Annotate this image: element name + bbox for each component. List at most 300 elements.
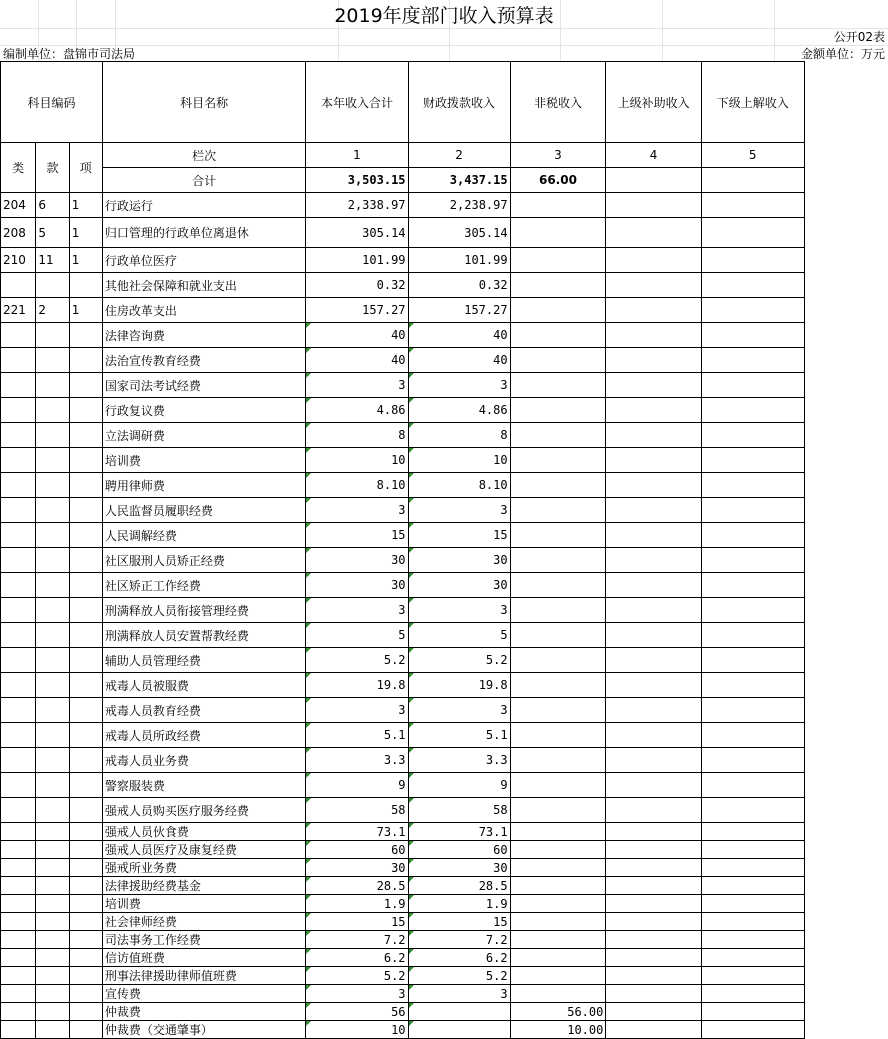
cell-total: 8 bbox=[306, 423, 408, 448]
cell-nontax bbox=[510, 398, 606, 423]
cell-kuan bbox=[36, 895, 69, 913]
table-row bbox=[1, 523, 888, 548]
cell-xiang bbox=[69, 473, 102, 498]
cell-fiscal: 2,238.97 bbox=[408, 193, 510, 218]
cell-fiscal: 40 bbox=[408, 348, 510, 373]
cell-lei bbox=[1, 373, 36, 398]
cell-total: 10 bbox=[306, 448, 408, 473]
cell-total: 15 bbox=[306, 913, 408, 931]
cell-xiang bbox=[69, 841, 102, 859]
cell-superior bbox=[606, 523, 701, 548]
cell-fiscal: 101.99 bbox=[408, 248, 510, 273]
cell-superior bbox=[606, 548, 701, 573]
cell-superior bbox=[606, 473, 701, 498]
cell-kuan bbox=[36, 1003, 69, 1021]
cell-superior bbox=[606, 273, 701, 298]
cell-total: 3 bbox=[306, 373, 408, 398]
cell-kuan: 5 bbox=[36, 218, 69, 248]
cell-fiscal: 8 bbox=[408, 423, 510, 448]
cell-total: 73.1 bbox=[306, 823, 408, 841]
table-row bbox=[1, 598, 888, 623]
cell-subordinate bbox=[701, 548, 804, 573]
cell-lei bbox=[1, 949, 36, 967]
cell-superior bbox=[606, 773, 701, 798]
cell-lei bbox=[1, 423, 36, 448]
table-row bbox=[1, 931, 888, 949]
cell-total: 60 bbox=[306, 841, 408, 859]
cell-nontax bbox=[510, 673, 606, 698]
cell-subordinate bbox=[701, 248, 804, 273]
cell-fiscal: 5 bbox=[408, 623, 510, 648]
cell-total: 0.32 bbox=[306, 273, 408, 298]
table-row bbox=[1, 623, 888, 648]
cell-name: 国家司法考试经费 bbox=[102, 373, 306, 398]
cell-name: 行政复议费 bbox=[102, 398, 306, 423]
cell-lei: 208 bbox=[1, 218, 36, 248]
table-row bbox=[1, 895, 888, 913]
table-row bbox=[1, 248, 888, 273]
cell-name: 社会律师经费 bbox=[102, 913, 306, 931]
table-row bbox=[1, 985, 888, 1003]
cell-nontax bbox=[510, 193, 606, 218]
cell-lei bbox=[1, 841, 36, 859]
cell-name: 人民监督员履职经费 bbox=[102, 498, 306, 523]
cell-fiscal: 1.9 bbox=[408, 895, 510, 913]
cell-fiscal: 10 bbox=[408, 448, 510, 473]
amount-unit-label: 金额单位：万元 bbox=[800, 47, 885, 61]
cell-total: 40 bbox=[306, 348, 408, 373]
cell-nontax: 56.00 bbox=[510, 1003, 606, 1021]
cell-superior bbox=[606, 698, 701, 723]
cell-lei bbox=[1, 573, 36, 598]
cell-superior bbox=[606, 323, 701, 348]
cell-name: 强戒人员医疗及康复经费 bbox=[102, 841, 306, 859]
cell-total: 6.2 bbox=[306, 949, 408, 967]
cell-total: 10 bbox=[306, 1021, 408, 1039]
cell-fiscal bbox=[408, 1003, 510, 1021]
cell-xiang bbox=[69, 498, 102, 523]
cell-nontax bbox=[510, 623, 606, 648]
cell-subordinate bbox=[701, 723, 804, 748]
cell-subordinate bbox=[701, 648, 804, 673]
cell-fiscal bbox=[408, 1021, 510, 1039]
sum-label: 合计 bbox=[102, 168, 306, 193]
cell-kuan bbox=[36, 859, 69, 877]
header-name: 科目名称 bbox=[102, 62, 306, 143]
cell-superior bbox=[606, 218, 701, 248]
cell-subordinate bbox=[701, 448, 804, 473]
cell-superior bbox=[606, 985, 701, 1003]
cell-subordinate bbox=[701, 498, 804, 523]
cell-kuan bbox=[36, 798, 69, 823]
cell-lei bbox=[1, 623, 36, 648]
cell-kuan bbox=[36, 673, 69, 698]
cell-name: 行政运行 bbox=[102, 193, 306, 218]
cell-name: 司法事务工作经费 bbox=[102, 931, 306, 949]
cell-subordinate bbox=[701, 798, 804, 823]
cell-lei bbox=[1, 398, 36, 423]
header-column-no: 栏次 bbox=[102, 143, 306, 168]
cell-xiang bbox=[69, 967, 102, 985]
cell-xiang bbox=[69, 913, 102, 931]
cell-lei bbox=[1, 498, 36, 523]
cell-fiscal: 3 bbox=[408, 498, 510, 523]
cell-superior bbox=[606, 298, 701, 323]
cell-lei bbox=[1, 598, 36, 623]
cell-kuan bbox=[36, 698, 69, 723]
cell-nontax bbox=[510, 698, 606, 723]
cell-superior bbox=[606, 823, 701, 841]
cell-lei bbox=[1, 773, 36, 798]
cell-subordinate bbox=[701, 423, 804, 448]
cell-subordinate bbox=[701, 859, 804, 877]
cell-total: 30 bbox=[306, 859, 408, 877]
cell-subordinate bbox=[701, 373, 804, 398]
cell-xiang bbox=[69, 985, 102, 1003]
cell-nontax bbox=[510, 949, 606, 967]
cell-superior bbox=[606, 895, 701, 913]
cell-nontax bbox=[510, 323, 606, 348]
cell-superior bbox=[606, 723, 701, 748]
header-superior: 上级补助收入 bbox=[606, 62, 701, 143]
cell-superior bbox=[606, 193, 701, 218]
cell-superior bbox=[606, 598, 701, 623]
cell-lei bbox=[1, 967, 36, 985]
table-row bbox=[1, 723, 888, 748]
cell-xiang bbox=[69, 949, 102, 967]
table-row bbox=[1, 877, 888, 895]
cell-nontax bbox=[510, 473, 606, 498]
cell-subordinate bbox=[701, 931, 804, 949]
cell-xiang bbox=[69, 598, 102, 623]
header-subordinate: 下级上解收入 bbox=[701, 62, 804, 143]
cell-lei bbox=[1, 648, 36, 673]
table-row bbox=[1, 913, 888, 931]
cell-nontax bbox=[510, 248, 606, 273]
cell-total: 3 bbox=[306, 598, 408, 623]
cell-kuan bbox=[36, 448, 69, 473]
cell-fiscal: 0.32 bbox=[408, 273, 510, 298]
cell-superior bbox=[606, 573, 701, 598]
cell-nontax bbox=[510, 448, 606, 473]
cell-kuan bbox=[36, 949, 69, 967]
cell-nontax bbox=[510, 298, 606, 323]
cell-total: 5 bbox=[306, 623, 408, 648]
cell-xiang bbox=[69, 673, 102, 698]
cell-lei bbox=[1, 913, 36, 931]
cell-name: 人民调解经费 bbox=[102, 523, 306, 548]
cell-name: 刑满释放人员安置帮教经费 bbox=[102, 623, 306, 648]
cell-superior bbox=[606, 248, 701, 273]
cell-fiscal: 9 bbox=[408, 773, 510, 798]
cell-xiang bbox=[69, 931, 102, 949]
cell-subordinate bbox=[701, 967, 804, 985]
cell-fiscal: 3.3 bbox=[408, 748, 510, 773]
table-row bbox=[1, 1021, 888, 1039]
cell-kuan bbox=[36, 598, 69, 623]
cell-name: 刑事法律援助律师值班费 bbox=[102, 967, 306, 985]
cell-kuan: 6 bbox=[36, 193, 69, 218]
cell-total: 2,338.97 bbox=[306, 193, 408, 218]
cell-fiscal: 28.5 bbox=[408, 877, 510, 895]
cell-total: 15 bbox=[306, 523, 408, 548]
cell-subordinate bbox=[701, 673, 804, 698]
cell-fiscal: 8.10 bbox=[408, 473, 510, 498]
cell-nontax bbox=[510, 877, 606, 895]
cell-xiang bbox=[69, 748, 102, 773]
cell-superior bbox=[606, 423, 701, 448]
cell-xiang bbox=[69, 648, 102, 673]
cell-lei bbox=[1, 823, 36, 841]
cell-nontax bbox=[510, 773, 606, 798]
cell-fiscal: 3 bbox=[408, 373, 510, 398]
cell-lei bbox=[1, 1021, 36, 1039]
cell-lei: 221 bbox=[1, 298, 36, 323]
cell-total: 3.3 bbox=[306, 748, 408, 773]
cell-subordinate bbox=[701, 573, 804, 598]
cell-subordinate bbox=[701, 913, 804, 931]
cell-name: 信访值班费 bbox=[102, 949, 306, 967]
cell-nontax bbox=[510, 573, 606, 598]
cell-xiang bbox=[69, 373, 102, 398]
cell-lei bbox=[1, 548, 36, 573]
cell-superior bbox=[606, 877, 701, 895]
cell-name: 仲裁费 bbox=[102, 1003, 306, 1021]
cell-subordinate bbox=[701, 348, 804, 373]
cell-name: 法治宣传教育经费 bbox=[102, 348, 306, 373]
cell-kuan bbox=[36, 473, 69, 498]
cell-superior bbox=[606, 967, 701, 985]
cell-name: 其他社会保障和就业支出 bbox=[102, 273, 306, 298]
table-row bbox=[1, 398, 888, 423]
header-total: 本年收入合计 bbox=[306, 62, 408, 143]
cell-kuan bbox=[36, 841, 69, 859]
cell-subordinate bbox=[701, 985, 804, 1003]
table-row bbox=[1, 859, 888, 877]
table-row bbox=[1, 1003, 888, 1021]
cell-nontax bbox=[510, 798, 606, 823]
cell-name: 聘用律师费 bbox=[102, 473, 306, 498]
cell-nontax bbox=[510, 723, 606, 748]
cell-fiscal: 30 bbox=[408, 573, 510, 598]
cell-lei: 210 bbox=[1, 248, 36, 273]
cell-subordinate bbox=[701, 748, 804, 773]
cell-xiang bbox=[69, 348, 102, 373]
sum-total: 3,503.15 bbox=[306, 168, 408, 193]
table-row bbox=[1, 773, 888, 798]
cell-superior bbox=[606, 859, 701, 877]
cell-xiang: 1 bbox=[69, 193, 102, 218]
cell-subordinate bbox=[701, 273, 804, 298]
cell-xiang bbox=[69, 398, 102, 423]
cell-fiscal: 4.86 bbox=[408, 398, 510, 423]
cell-kuan: 11 bbox=[36, 248, 69, 273]
cell-subordinate bbox=[701, 823, 804, 841]
cell-fiscal: 58 bbox=[408, 798, 510, 823]
cell-total: 3 bbox=[306, 985, 408, 1003]
cell-xiang bbox=[69, 723, 102, 748]
cell-xiang bbox=[69, 698, 102, 723]
cell-xiang bbox=[69, 798, 102, 823]
cell-kuan bbox=[36, 548, 69, 573]
table-row bbox=[1, 823, 888, 841]
cell-total: 58 bbox=[306, 798, 408, 823]
cell-name: 刑满释放人员衔接管理经费 bbox=[102, 598, 306, 623]
table-row bbox=[1, 648, 888, 673]
cell-xiang bbox=[69, 448, 102, 473]
cell-subordinate bbox=[701, 323, 804, 348]
sum-subordinate bbox=[701, 168, 804, 193]
cell-nontax bbox=[510, 859, 606, 877]
cell-superior bbox=[606, 1021, 701, 1039]
cell-superior bbox=[606, 1003, 701, 1021]
cell-kuan bbox=[36, 985, 69, 1003]
table-row bbox=[1, 841, 888, 859]
cell-xiang bbox=[69, 1003, 102, 1021]
cell-subordinate bbox=[701, 698, 804, 723]
cell-xiang bbox=[69, 859, 102, 877]
cell-fiscal: 305.14 bbox=[408, 218, 510, 248]
cell-total: 5.2 bbox=[306, 967, 408, 985]
header-lei: 类 bbox=[1, 143, 36, 193]
cell-name: 警察服装费 bbox=[102, 773, 306, 798]
cell-lei bbox=[1, 473, 36, 498]
cell-lei bbox=[1, 798, 36, 823]
cell-name: 仲裁费（交通肇事） bbox=[102, 1021, 306, 1039]
cell-xiang bbox=[69, 823, 102, 841]
cell-subordinate bbox=[701, 298, 804, 323]
cell-name: 社区矫正工作经费 bbox=[102, 573, 306, 598]
cell-xiang bbox=[69, 273, 102, 298]
cell-kuan bbox=[36, 648, 69, 673]
cell-xiang bbox=[69, 523, 102, 548]
cell-subordinate bbox=[701, 398, 804, 423]
cell-xiang bbox=[69, 895, 102, 913]
cell-fiscal: 3 bbox=[408, 598, 510, 623]
table-row bbox=[1, 748, 888, 773]
cell-lei bbox=[1, 748, 36, 773]
cell-total: 56 bbox=[306, 1003, 408, 1021]
cell-total: 5.2 bbox=[306, 648, 408, 673]
cell-xiang bbox=[69, 1021, 102, 1039]
cell-nontax bbox=[510, 273, 606, 298]
cell-kuan bbox=[36, 723, 69, 748]
cell-lei bbox=[1, 931, 36, 949]
cell-kuan bbox=[36, 398, 69, 423]
column-number: 5 bbox=[701, 143, 804, 168]
table-row bbox=[1, 949, 888, 967]
cell-subordinate bbox=[701, 877, 804, 895]
table-row bbox=[1, 323, 888, 348]
cell-lei bbox=[1, 348, 36, 373]
table-row bbox=[1, 273, 888, 298]
cell-lei bbox=[1, 673, 36, 698]
cell-lei bbox=[1, 698, 36, 723]
cell-fiscal: 15 bbox=[408, 523, 510, 548]
cell-superior bbox=[606, 931, 701, 949]
cell-lei bbox=[1, 273, 36, 298]
cell-name: 戒毒人员所政经费 bbox=[102, 723, 306, 748]
cell-nontax bbox=[510, 931, 606, 949]
cell-nontax bbox=[510, 913, 606, 931]
cell-subordinate bbox=[701, 598, 804, 623]
cell-total: 5.1 bbox=[306, 723, 408, 748]
cell-name: 行政单位医疗 bbox=[102, 248, 306, 273]
cell-total: 30 bbox=[306, 548, 408, 573]
header-xiang: 项 bbox=[69, 143, 102, 193]
cell-lei bbox=[1, 895, 36, 913]
cell-name: 强戒人员购买医疗服务经费 bbox=[102, 798, 306, 823]
cell-fiscal: 30 bbox=[408, 548, 510, 573]
cell-total: 3 bbox=[306, 498, 408, 523]
cell-fiscal: 30 bbox=[408, 859, 510, 877]
cell-fiscal: 60 bbox=[408, 841, 510, 859]
cell-lei bbox=[1, 448, 36, 473]
cell-name: 戒毒人员教育经费 bbox=[102, 698, 306, 723]
cell-subordinate bbox=[701, 193, 804, 218]
cell-nontax bbox=[510, 498, 606, 523]
cell-fiscal: 6.2 bbox=[408, 949, 510, 967]
table-row bbox=[1, 193, 888, 218]
cell-lei bbox=[1, 323, 36, 348]
cell-superior bbox=[606, 798, 701, 823]
cell-kuan bbox=[36, 423, 69, 448]
cell-lei bbox=[1, 523, 36, 548]
cell-nontax bbox=[510, 373, 606, 398]
cell-total: 30 bbox=[306, 573, 408, 598]
cell-total: 7.2 bbox=[306, 931, 408, 949]
cell-xiang: 1 bbox=[69, 248, 102, 273]
cell-superior bbox=[606, 841, 701, 859]
cell-name: 宣传费 bbox=[102, 985, 306, 1003]
cell-fiscal: 5.2 bbox=[408, 967, 510, 985]
header-kuan: 款 bbox=[36, 143, 69, 193]
table-row bbox=[1, 348, 888, 373]
cell-fiscal: 15 bbox=[408, 913, 510, 931]
cell-nontax bbox=[510, 523, 606, 548]
cell-total: 9 bbox=[306, 773, 408, 798]
table-row bbox=[1, 548, 888, 573]
cell-xiang bbox=[69, 623, 102, 648]
column-number: 3 bbox=[510, 143, 606, 168]
cell-nontax bbox=[510, 841, 606, 859]
cell-kuan bbox=[36, 573, 69, 598]
cell-total: 28.5 bbox=[306, 877, 408, 895]
table-row bbox=[1, 448, 888, 473]
cell-total: 101.99 bbox=[306, 248, 408, 273]
table-row bbox=[1, 498, 888, 523]
cell-subordinate bbox=[701, 523, 804, 548]
cell-lei bbox=[1, 1003, 36, 1021]
cell-nontax bbox=[510, 648, 606, 673]
page-title: 2019年度部门收入预算表 bbox=[334, 5, 554, 27]
cell-kuan bbox=[36, 273, 69, 298]
cell-subordinate bbox=[701, 1003, 804, 1021]
cell-name: 法律援助经费基金 bbox=[102, 877, 306, 895]
cell-nontax bbox=[510, 985, 606, 1003]
cell-nontax bbox=[510, 967, 606, 985]
table-row bbox=[1, 423, 888, 448]
cell-xiang bbox=[69, 877, 102, 895]
cell-name: 强戒人员伙食费 bbox=[102, 823, 306, 841]
cell-xiang bbox=[69, 423, 102, 448]
cell-kuan bbox=[36, 323, 69, 348]
cell-subordinate bbox=[701, 773, 804, 798]
cell-superior bbox=[606, 348, 701, 373]
cell-superior bbox=[606, 623, 701, 648]
table-row bbox=[1, 698, 888, 723]
cell-subordinate bbox=[701, 473, 804, 498]
